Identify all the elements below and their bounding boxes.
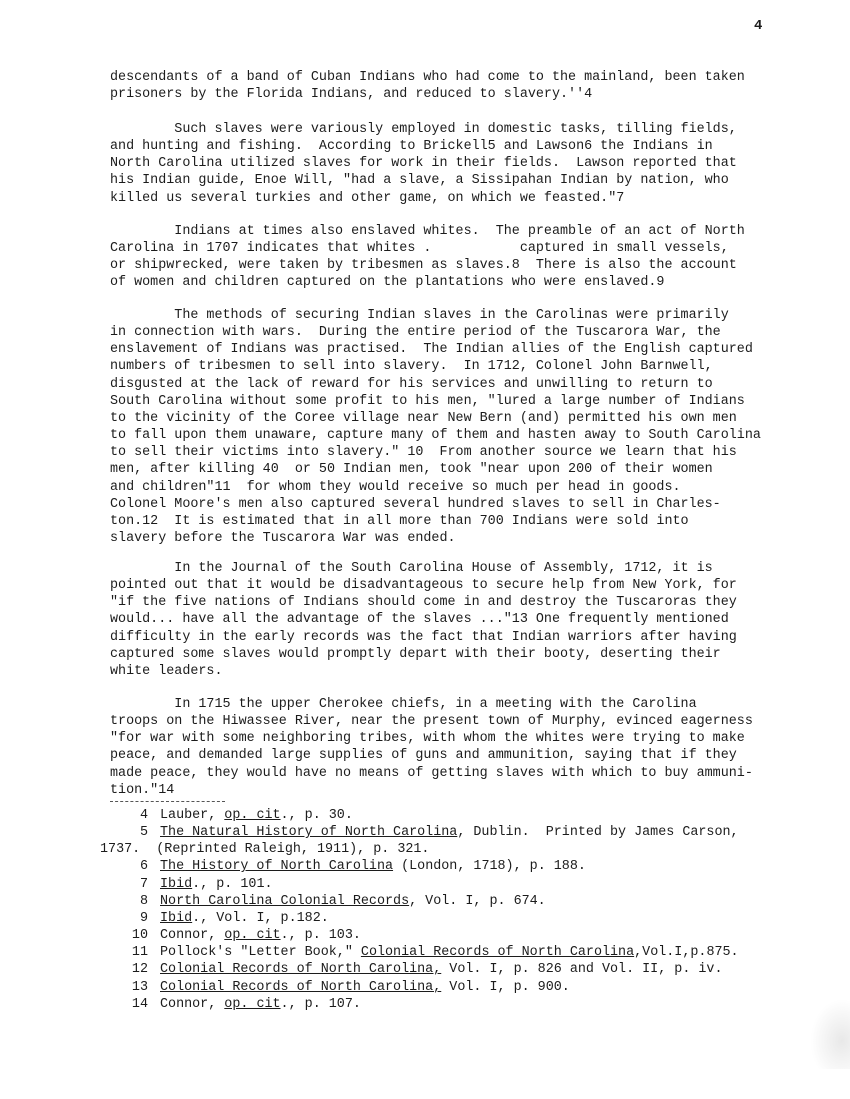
footnote-title: Ibid: [160, 876, 193, 892]
text-line: North Carolina utilized slaves for work in their fields. Lawson reported that: [110, 156, 737, 172]
text-line: enslavement of Indians was practised. The Indian allies of the English captured: [110, 342, 753, 358]
footnote: [108, 824, 808, 841]
text-line: of women and children captured on the plantations who were enslaved.9: [110, 275, 665, 291]
footnote-title: op. cit: [224, 808, 281, 823]
paragraph-securing-methods: [110, 307, 800, 547]
footnote-title: Ibid: [160, 910, 193, 926]
text-line: South Carolina without some profit to his men, "lured a large number of Indians: [110, 393, 745, 409]
text-line: white leaders.: [110, 663, 223, 679]
text-line: to fall upon them unaware, capture many of them and hasten away to South Carolina: [110, 428, 761, 444]
footnote-text: Vol. I, p. 900.: [441, 979, 570, 995]
text-line: to the vicinity of the Coree village near New Bern (and) permitted his own men: [110, 410, 737, 426]
footnote-title: Colonial Records of North Carolina,: [160, 979, 442, 995]
text-line: to sell their victims into slavery." 10 From another source we learn that his: [110, 445, 737, 461]
footnote-number: 8: [139, 893, 148, 909]
footnote: [108, 876, 808, 893]
footnote-text: Pollock's "Letter Book,": [160, 945, 361, 961]
text-line: Such slaves were variously employed in domestic tasks, tilling fields,: [110, 122, 737, 137]
footnote-title: Colonial Records of North Carolina: [360, 945, 635, 961]
footnote-text: Connor,: [160, 996, 225, 1012]
text-line: numbers of tribesmen to sell into slavery. In 1712, Colonel John Barnwell,: [110, 359, 713, 375]
text-line: Carolina in 1707 indicates that whites . captured in small vessels,: [110, 241, 729, 257]
text-line: "for war with some neighboring tribes, with whom the whites were trying to make: [110, 731, 745, 747]
footnote-text: 1737. (Reprinted Raleigh, 1911), p. 321.: [100, 842, 430, 858]
text-line: ton.12 It is estimated that in all more than 700 Indians were sold into: [110, 513, 689, 529]
footnote-text: ., p. 101.: [192, 876, 273, 892]
footnote: [108, 893, 808, 910]
footnote-title: op. cit: [224, 928, 281, 944]
paragraph-cherokee-chiefs: [110, 696, 800, 799]
footnote-text: ,Vol.I,p.875.: [634, 945, 739, 961]
footnote-text: ., p. 103.: [280, 928, 361, 944]
footnote-number: 6: [139, 859, 148, 875]
text-line: slavery before the Tuscarora War was ended.: [110, 531, 456, 547]
text-line: Colonel Moore's men also captured several hundred slaves to sell in Charles-: [110, 496, 721, 512]
footnote-number: 10: [131, 928, 148, 944]
footnote: [100, 841, 808, 858]
text-line: disgusted at the lack of reward for his services and unwilling to return to: [110, 376, 713, 392]
footnote-title: Colonial Records of North Carolina,: [160, 962, 442, 978]
footnote-number: 9: [139, 910, 148, 926]
page-number: 4: [754, 18, 763, 34]
footnote: [108, 910, 808, 927]
footnote-title: North Carolina Colonial Records: [160, 893, 410, 909]
text-line: In the Journal of the South Carolina House of Assembly, 1712, it is: [110, 561, 713, 576]
text-line: Indians at times also enslaved whites. The preamble of an act of North: [110, 224, 745, 239]
text-line: peace, and demanded large supplies of guns and ammunition, saying that if they: [110, 748, 737, 764]
footnote-number: 12: [131, 962, 148, 978]
text-line: pointed out that it would be disadvantageous to secure help from New York, for: [110, 578, 737, 594]
footnote-text: Vol. I, p. 826 and Vol. II, p. iv.: [441, 962, 723, 978]
footnote-text: (London, 1718), p. 188.: [393, 859, 586, 875]
footnote-text: Connor,: [160, 928, 225, 944]
footnote-text: , Vol. I, p. 674.: [409, 893, 546, 909]
footnote: [108, 979, 808, 996]
text-line: "if the five nations of Indians should come in and destroy the Tuscaroras they: [110, 595, 737, 611]
footnote: [108, 927, 808, 944]
text-line: tion."14: [110, 782, 175, 798]
paragraph-whites-enslaved: [110, 223, 800, 292]
text-line: The methods of securing Indian slaves in the Carolinas were primarily: [110, 308, 729, 323]
text-line: killed us several turkies and other game, on which we feasted."7: [110, 190, 625, 206]
paragraph-slave-employment: [110, 121, 800, 207]
text-line: would... have all the advantage of the slaves ..."13 One frequently mentioned: [110, 612, 729, 628]
paragraph-house-of-assembly: [110, 560, 800, 680]
text-line: captured some slaves would promptly depart with their booty, deserting their: [110, 646, 721, 662]
scan-artifact: [810, 999, 850, 1069]
footnotes: [100, 807, 808, 1013]
footnote: [108, 858, 808, 875]
footnote-number: 5: [139, 825, 148, 841]
text-line: and hunting and fishing. According to Brickell5 and Lawson6 the Indians in: [110, 139, 713, 155]
footnote-title: op. cit: [224, 996, 281, 1012]
footnote-text: ., p. 107.: [280, 996, 361, 1012]
text-line: and children"11 for whom they would receive so much per head in goods.: [110, 479, 681, 495]
footnote-divider: [110, 801, 225, 802]
footnote: [108, 961, 808, 978]
text-line: men, after killing 40 or 50 Indian men, took "near upon 200 of their women: [110, 462, 713, 478]
footnote-title: The Natural History of North Carolina: [160, 825, 458, 841]
footnote-title: The History of North Carolina: [160, 859, 394, 875]
text-line: difficulty in the early records was the fact that Indian warriors after having: [110, 629, 737, 645]
text-line: In 1715 the upper Cherokee chiefs, in a meeting with the Carolina: [110, 697, 697, 712]
footnote-number: 14: [131, 996, 148, 1012]
footnote: [108, 996, 808, 1013]
text-line: his Indian guide, Enoe Will, "had a slave, a Sissipahan Indian by nation, who: [110, 173, 729, 189]
footnote-number: 11: [131, 945, 148, 961]
footnote-text: ., Vol. I, p.182.: [192, 910, 329, 926]
footnote-text: , Dublin. Printed by James Carson,: [457, 825, 739, 841]
text-line: troops on the Hiwassee River, near the present town of Murphy, evinced eagerness: [110, 714, 753, 730]
paragraph-continuation: [110, 69, 800, 103]
text-line: made peace, they would have no means of getting slaves with which to buy ammuni-: [110, 765, 753, 781]
footnote: [108, 807, 808, 824]
footnote-number: 7: [139, 876, 148, 892]
footnote-text: ., p. 30.: [280, 808, 353, 823]
text-line: or shipwrecked, were taken by tribesmen as slaves.8 There is also the account: [110, 258, 737, 274]
footnote-number: 13: [131, 979, 148, 995]
text-line: descendants of a band of Cuban Indians who had come to the mainland, been taken: [110, 70, 745, 85]
footnote: [108, 944, 808, 961]
footnote-text: Lauber,: [160, 808, 225, 823]
footnote-number: 4: [139, 808, 148, 823]
text-line: in connection with wars. During the entire period of the Tuscarora War, the: [110, 325, 721, 341]
text-line: prisoners by the Florida Indians, and reduced to slavery.''4: [110, 87, 593, 103]
